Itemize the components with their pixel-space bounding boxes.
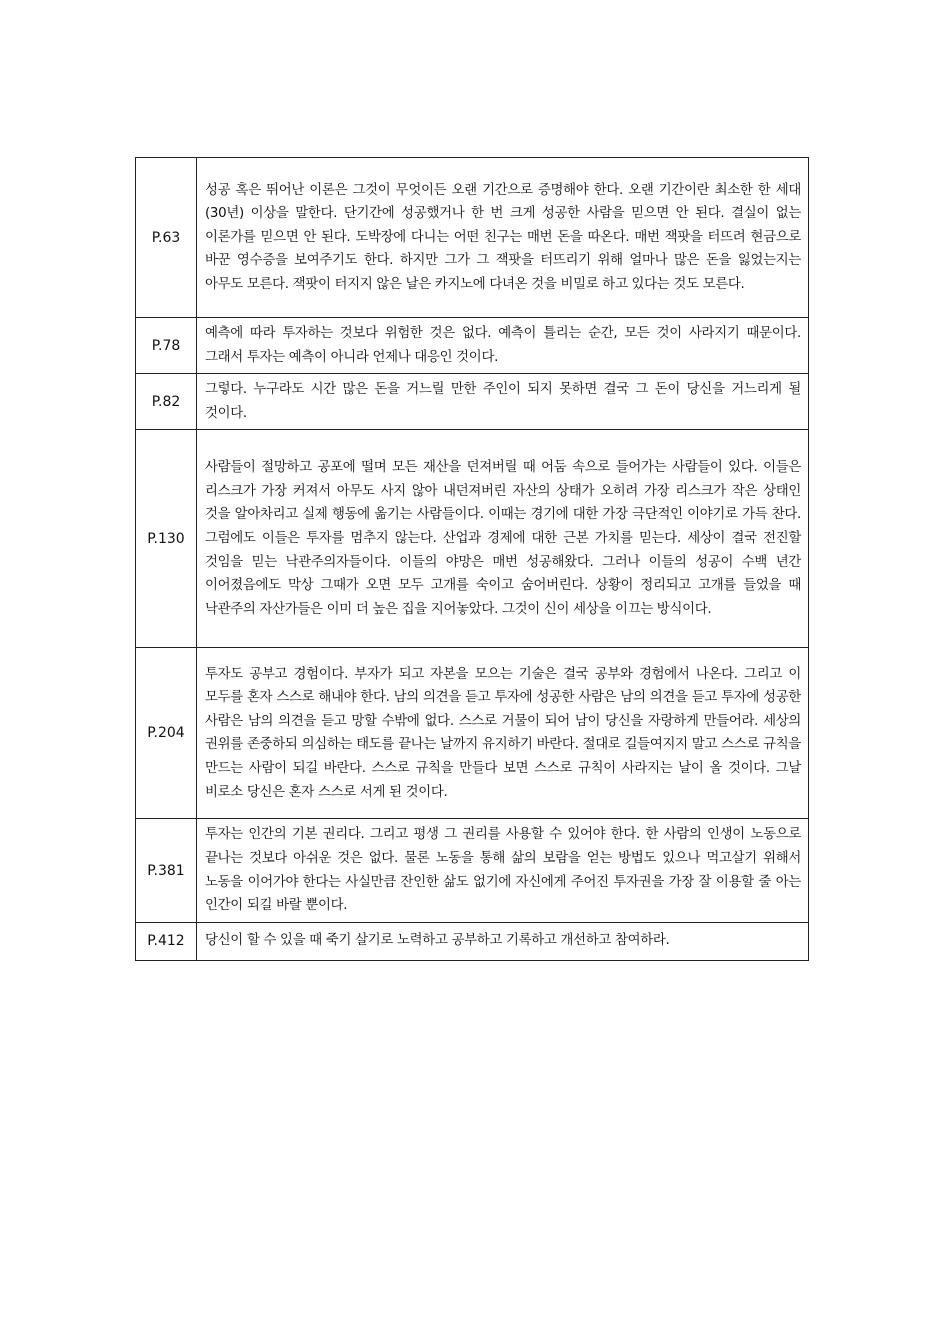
quote-text: 그렇다. 누구라도 시간 많은 돈을 거느릴 만한 주인이 되지 못하면 결국 그 돈이 당신을 거느리게 될 것이다.: [197, 374, 809, 430]
table-row: [136, 922, 809, 960]
quote-text: 성공 혹은 뛰어난 이론은 그것이 무엇이든 오랜 기간으로 증명해야 한다. 오랜 기간이란 최소한 한 세대(30년) 이상을 말한다. 단기간에 성공했거나 한 번 크게 성공한 사람을 믿으면 안 된다. 결실이 없는 이론가를 믿으면 안 된다. 도박장에 다니는 어떤 친구는 매번 돈을 따온다. 매번 잭팟을 터뜨려 현금으로 바꾼 영수증을 보여주기도 한다. 하지만 그가 그 잭팟을 터뜨리기 위해 얼마나 많은 돈을 잃었는지는 아무도 모른다. 잭팟이 터지지 않은 날은 카지노에 다녀온 것을 비밀로 하고 있다는 것도 모른다.: [197, 158, 809, 318]
quote-text: 예측에 따라 투자하는 것보다 위험한 것은 없다. 예측이 틀리는 순간, 모든 것이 사라지기 때문이다. 그래서 투자는 예측이 아니라 언제나 대응인 것이다.: [197, 318, 809, 374]
quote-text: 투자도 공부고 경험이다. 부자가 되고 자본을 모으는 기술은 결국 공부와 경험에서 나온다. 그리고 이 모두를 혼자 스스로 해내야 한다. 남의 의견을 듣고 투자에 성공한 사람은 남의 의견을 듣고 투자에 성공한 사람은 남의 의견을 듣고 망할 수밖에 없다. 스스로 거물이 되어 남이 당신을 자랑하게 만들어라. 세상의 권위를 존중하되 의심하는 태도를 끝나는 날까지 유지하기 바란다. 절대로 길들여지지 말고 스스로 규칙을 만드는 사람이 되길 바란다. 스스로 규칙을 만들다 보면 스스로 규칙이 사라지는 날이 올 것이다. 그날 비로소 당신은 혼자 스스로 서게 된 것이다.: [197, 648, 809, 819]
page-number: P.204: [136, 648, 197, 819]
quote-text: 사람들이 절망하고 공포에 떨며 모든 재산을 던져버릴 때 어둠 속으로 들어가는 사람들이 있다. 이들은 리스크가 가장 커져서 아무도 사지 않아 내던져버린 자산의 상태가 오히려 가장 리스크가 작은 상태인 것을 알아차리고 실제 행동에 옮기는 사람들이다. 이때는 경기에 대한 가장 극단적인 이야기로 가득 찬다. 그럼에도 이들은 투자를 멈추지 않는다. 산업과 경제에 대한 근본 가치를 믿는다. 세상이 결국 전진할 것임을 믿는 낙관주의자들이다. 이들의 야망은 매번 성공해왔다. 그러나 이들의 성공이 수백 년간 이어졌음에도 막상 그때가 오면 모두 고개를 숙이고 숨어버린다. 상황이 정리되고 고개를 들었을 때 낙관주의 자산가들은 이미 더 높은 집을 지어놓았다. 그것이 신이 세상을 이끄는 방식이다.: [197, 430, 809, 648]
table-row: [136, 318, 809, 374]
quotes-table: [135, 157, 809, 961]
page-number: P.63: [136, 158, 197, 318]
table-row: [136, 819, 809, 922]
page-number: P.130: [136, 430, 197, 648]
table-row: [136, 648, 809, 819]
page-number: P.82: [136, 374, 197, 430]
quote-text: 당신이 할 수 있을 때 죽기 살기로 노력하고 공부하고 기록하고 개선하고 참여하라.: [197, 922, 809, 960]
page-number: P.412: [136, 922, 197, 960]
table-row: [136, 430, 809, 648]
table-row: [136, 158, 809, 318]
page-number: P.78: [136, 318, 197, 374]
page-number: P.381: [136, 819, 197, 922]
quote-text: 투자는 인간의 기본 권리다. 그리고 평생 그 권리를 사용할 수 있어야 한다. 한 사람의 인생이 노동으로 끝나는 것보다 아쉬운 것은 없다. 물론 노동을 통해 삶의 보람을 얻는 방법도 있으나 먹고살기 위해서 노동을 이어가야 한다는 사실만큼 잔인한 삶도 없기에 자신에게 주어진 투자권을 가장 잘 이용할 줄 아는 인간이 되길 바랄 뿐이다.: [197, 819, 809, 922]
table-row: [136, 374, 809, 430]
